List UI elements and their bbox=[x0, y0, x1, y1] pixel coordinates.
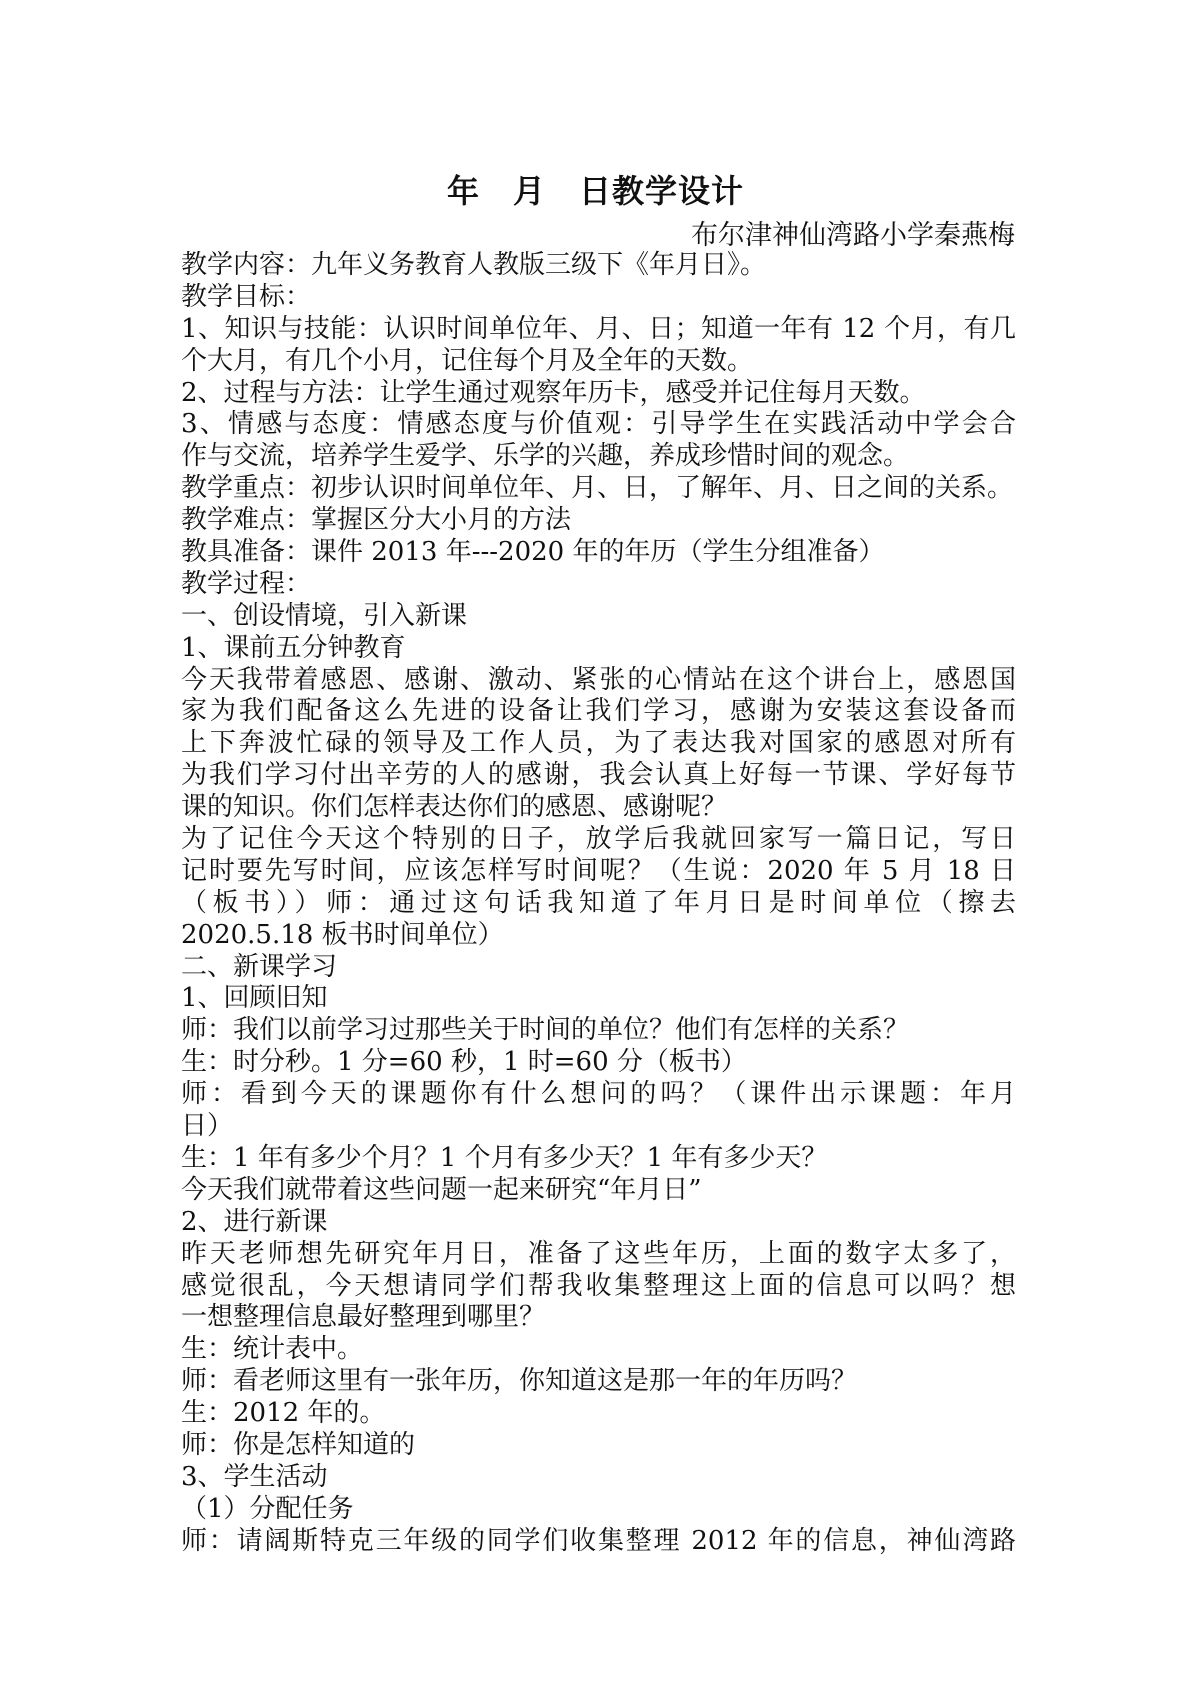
text-line: 教学目标： bbox=[181, 281, 312, 312]
text-line: 师：看老师这里有一张年历，你知道这是那一年的年历吗？ bbox=[181, 1366, 858, 1397]
text-line: 1、知识与技能：认识时间单位年、月、日；知道一年有 12 个月，有几 bbox=[181, 313, 1016, 344]
text-line: 师：你是怎样知道的 bbox=[181, 1429, 416, 1460]
document-body bbox=[181, 250, 1016, 1558]
text-line: 记时要先写时间，应该怎样写时间呢？（生说：2020 年 5 月 18 日 bbox=[181, 855, 1016, 886]
text-line: 感觉很乱，今天想请同学们帮我收集整理这上面的信息可以吗？想 bbox=[181, 1270, 1016, 1301]
text-line: 作与交流，培养学生爱学、乐学的兴趣，养成珍惜时间的观念。 bbox=[181, 441, 910, 472]
subsection-heading: 1、课前五分钟教育 bbox=[181, 632, 406, 663]
text-line: 师：请阔斯特克三年级的同学们收集整理 2012 年的信息，神仙湾路 bbox=[181, 1525, 1016, 1556]
text-line: 昨天老师想先研究年月日，准备了这些年历，上面的数字太多了， bbox=[181, 1238, 1016, 1269]
subsection-heading: 2、进行新课 bbox=[181, 1206, 328, 1237]
text-line: 师：我们以前学习过那些关于时间的单位？他们有怎样的关系？ bbox=[181, 1015, 910, 1046]
text-line: 生：2012 年的。 bbox=[181, 1398, 386, 1429]
subsection-heading: 1、回顾旧知 bbox=[181, 983, 328, 1014]
subsection-heading: 3、学生活动 bbox=[181, 1461, 328, 1492]
text-line: 今天我带着感恩、感谢、激动、紧张的心情站在这个讲台上，感恩国 bbox=[181, 664, 1016, 695]
text-line: （板书））师：通过这句话我知道了年月日是时间单位（擦去 bbox=[181, 887, 1016, 918]
text-line: 教学过程： bbox=[181, 568, 312, 599]
text-line: 一想整理信息最好整理到哪里？ bbox=[181, 1302, 546, 1333]
text-line: 教学难点：掌握区分大小月的方法 bbox=[181, 505, 572, 536]
text-line: 师：看到今天的课题你有什么想问的吗？（课件出示课题：年月 bbox=[181, 1079, 1016, 1110]
text-line: 今天我们就带着这些问题一起来研究“年月日” bbox=[181, 1174, 702, 1205]
author-line: 布尔津神仙湾路小学秦燕梅 bbox=[691, 220, 1015, 251]
section-heading: 二、新课学习 bbox=[181, 951, 338, 982]
text-line: 2020.5.18 板书时间单位） bbox=[181, 919, 504, 950]
text-line: （1）分配任务 bbox=[181, 1493, 354, 1524]
text-line: 上下奔波忙碌的领导及工作人员，为了表达我对国家的感恩对所有 bbox=[181, 728, 1016, 759]
text-line: 教具准备：课件 2013 年---2020 年的年历（学生分组准备） bbox=[181, 537, 885, 568]
text-line: 日） bbox=[181, 1111, 234, 1142]
text-line: 个大月，有几个小月，记住每个月及全年的天数。 bbox=[181, 345, 754, 376]
text-line: 为了记住今天这个特别的日子，放学后我就回家写一篇日记，写日 bbox=[181, 824, 1016, 855]
text-line: 生：时分秒。1 分=60 秒，1 时=60 分（板书） bbox=[181, 1047, 747, 1078]
section-heading: 一、创设情境，引入新课 bbox=[181, 600, 468, 631]
text-line: 生：统计表中。 bbox=[181, 1334, 364, 1365]
text-line: 课的知识。你们怎样表达你们的感恩、感谢呢？ bbox=[181, 792, 728, 823]
text-line: 家为我们配备这么先进的设备让我们学习，感谢为安装这套设备而 bbox=[181, 696, 1016, 727]
text-line: 3、情感与态度：情感态度与价值观：引导学生在实践活动中学会合 bbox=[181, 409, 1016, 440]
text-line: 教学重点：初步认识时间单位年、月、日，了解年、月、日之间的关系。 bbox=[181, 473, 1014, 504]
text-line: 生：1 年有多少个月？1 个月有多少天？1 年有多少天？ bbox=[181, 1142, 828, 1173]
text-line: 2、过程与方法：让学生通过观察年历卡，感受并记住每月天数。 bbox=[181, 377, 926, 408]
text-line: 为我们学习付出辛劳的人的感谢，我会认真上好每一节课、学好每节 bbox=[181, 760, 1016, 791]
text-line: 教学内容：九年义务教育人教版三级下《年月日》。 bbox=[181, 250, 767, 280]
document-title: 年 月 日教学设计 bbox=[446, 172, 744, 210]
